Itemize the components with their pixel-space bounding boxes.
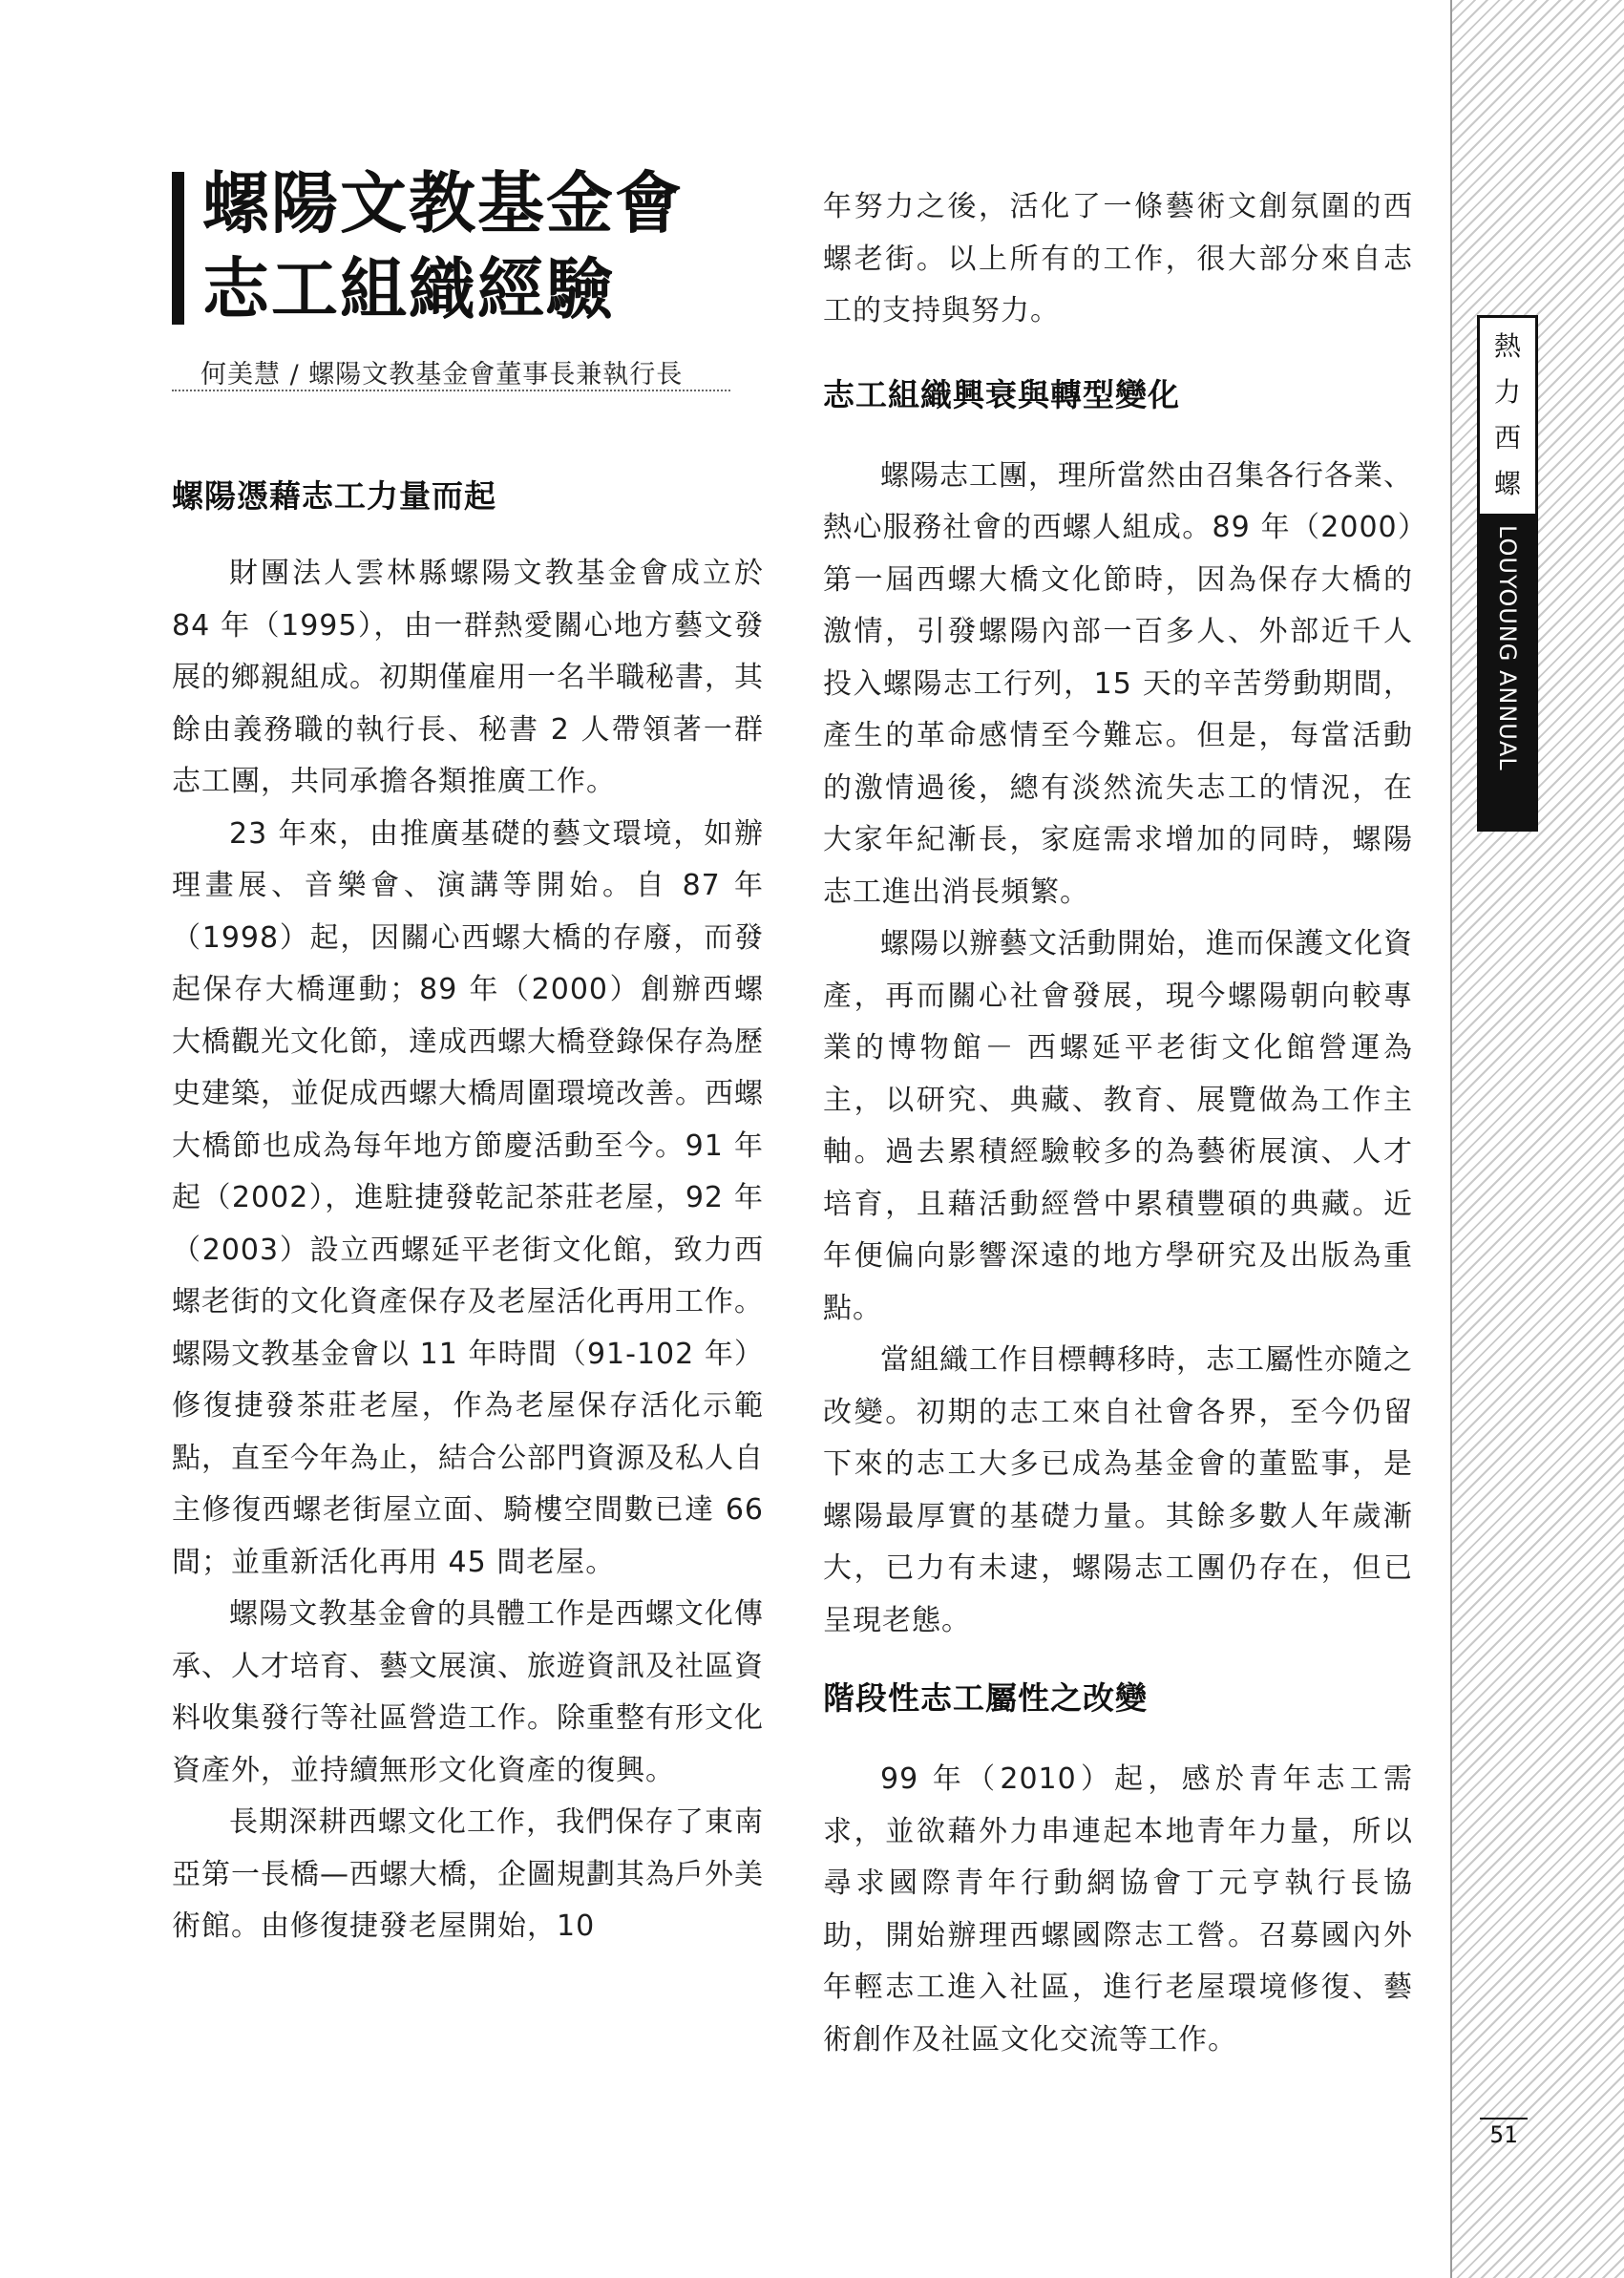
paragraph-5: 螺陽志工團，理所當然由召集各行各業、熱心服務社會的西螺人組成。89 年（2000）第一屆西螺大橋文化節時，因為保存大橋的激情，引發螺陽內部一百多人、外部近千人投入螺陽志工行列，15 天的辛苦勞動期間，產生的革命感情至今難忘。但是，每當活動的激情過後，總有淡然流失志工的情況，在大家年紀漸長，家庭需求增加的同時，螺陽志工進出消長頻繁。 [823, 458, 1413, 909]
left-column [172, 477, 764, 1953]
right-column [823, 181, 1413, 2066]
author-byline: 何美慧 / 螺陽文教基金會董事長兼執行長 [200, 360, 684, 390]
paragraph-8: 99 年（2010）起，感於青年志工需求，並欲藉外力串連起本地青年力量，所以尋求國際青年行動網協會丁元亨執行長協助，開始辦理西螺國際志工營。召募國內外年輕志工進入社區，進行老屋環境修復、藝術創作及社區文化交流等工作。 [823, 1762, 1413, 2057]
section-heading-2: 志工組織興衰與轉型變化 [823, 375, 1180, 413]
paragraph-6: 螺陽以辦藝文活動開始，進而保護文化資產，再而關心社會發展，現今螺陽朝向較專業的博物館－ 西螺延平老街文化館營運為主，以研究、典藏、教育、展覽做為工作主軸。過去累積經驗較多的為藝術展演、人才培育，且藉活動經營中累積豐碩的典藏。近年便偏向影響深遠的地方學研究及出版為重點。 [823, 927, 1413, 1325]
paragraph-4: 長期深耕西螺文化工作，我們保存了東南亞第一長橋—西螺大橋，企圖規劃其為戶外美術館。由修復捷發老屋開始，10 [172, 1805, 764, 1943]
side-tab-char-1: 熱 [1493, 330, 1521, 362]
paragraph-1: 財團法人雲林縣螺陽文教基金會成立於 84 年（1995），由一群熱愛關心地方藝文發展的鄉親組成。初期僅雇用一名半職秘書，其餘由義務職的執行長、秘書 2 人帶領著一群志工團，共同承擔各類推廣工作。 [172, 557, 764, 798]
side-tab-char-4: 螺 [1493, 468, 1521, 499]
paragraph-continued: 年努力之後，活化了一條藝術文創氛圍的西螺老街。以上所有的工作，很大部分來自志工的支持與努力。 [823, 190, 1413, 327]
paragraph-2: 23 年來，由推廣基礎的藝文環境，如辦理畫展、音樂會、演講等開始。自 87 年（1998）起，因關心西螺大橋的存廢，而發起保存大橋運動；89 年（2000）創辦西螺大橋觀光文化節，達成西螺大橋登錄保存為歷史建築，並促成西螺大橋周圍環境改善。西螺大橋節也成為每年地方節慶活動至今。91 年起（2002），進駐捷發乾記茶莊老屋，92 年（2003）設立西螺延平老街文化館，致力西螺老街的文化資產保存及老屋活化再用工作。螺陽文教基金會以 11 年時間（91-102 年）修復捷發茶莊老屋，作為老屋保存活化示範點，直至今年為止，結合公部門資源及私人自主修復西螺老街屋立面、騎樓空間數已達 66 間；並重新活化再用 45 間老屋。 [172, 816, 764, 1579]
page-number: 51 [1489, 2121, 1518, 2148]
side-tab-english-block [1480, 514, 1535, 829]
title-line-2: 志工組織經驗 [202, 249, 615, 328]
page-number-rule [1480, 2118, 1528, 2120]
section-side-tab [1477, 315, 1538, 832]
article-title [202, 160, 684, 332]
side-tab-english: LOUYOUNG ANNUAL [1494, 525, 1521, 771]
side-tab-char-3: 西 [1493, 422, 1521, 453]
title-line-1: 螺陽文教基金會 [202, 163, 684, 243]
section-heading-3: 階段性志工屬性之改變 [823, 1679, 1148, 1717]
side-tab-char-2: 力 [1493, 376, 1521, 408]
paragraph-3: 螺陽文教基金會的具體工作是西螺文化傳承、人才培育、藝文展演、旅遊資訊及社區資料收集發行等社區營造工作。除重整有形文化資產外，並持續無形文化資產的復興。 [172, 1597, 764, 1787]
side-tab-chinese [1480, 318, 1535, 509]
title-accent-bar [172, 172, 184, 325]
section-heading-1: 螺陽憑藉志工力量而起 [172, 477, 496, 515]
paragraph-7: 當組織工作目標轉移時，志工屬性亦隨之改變。初期的志工來自社會各界，至今仍留下來的志工大多已成為基金會的董監事，是螺陽最厚實的基礎力量。其餘多數人年歲漸大，已力有未逮，螺陽志工團仍存在，但已呈現老態。 [823, 1343, 1413, 1637]
byline-divider [172, 390, 730, 391]
